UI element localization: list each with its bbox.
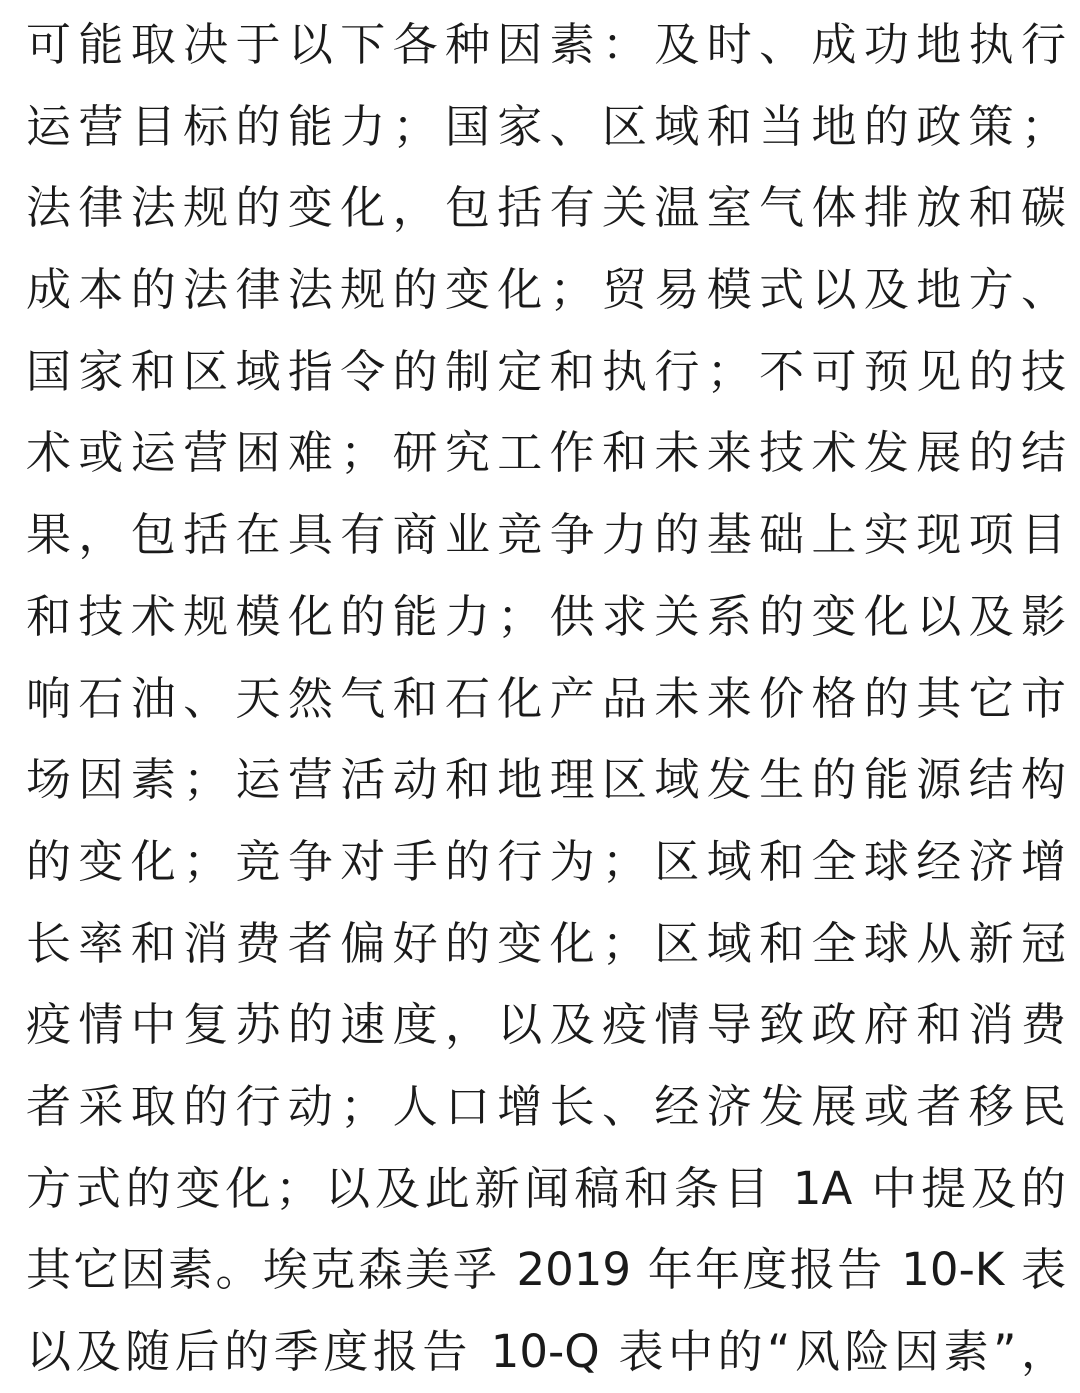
document-body <box>26 4 1066 1393</box>
text-line: 可能取决于以下各种因素：及时、成功地执行 <box>26 18 1066 71</box>
text-line: 和技术规模化的能力；供求关系的变化以及影 <box>26 589 1066 643</box>
text-line: 国家和区域指令的制定和执行；不可预见的技 <box>26 344 1066 398</box>
text-line: 成本的法律法规的变化；贸易模式以及地方、 <box>26 263 1066 317</box>
text-line: 术或运营困难；研究工作和未来技术发展的结 <box>26 426 1066 480</box>
text-line: 长率和消费者偏好的变化；区域和全球从新冠 <box>26 916 1066 970</box>
text-line: 响石油、天然气和石化产品未来价格的其它市 <box>26 671 1066 725</box>
text-line: 场因素；运营活动和地理区域发生的能源结构 <box>26 753 1066 807</box>
text-line: 方式的变化；以及此新闻稿和条目 1A 中提及的 <box>26 1161 1066 1215</box>
text-line: 者采取的行动；人口增长、经济发展或者移民 <box>26 1079 1066 1133</box>
text-line: 疫情中复苏的速度，以及疫情导致政府和消费 <box>26 998 1066 1052</box>
text-line: 果，包括在具有商业竞争力的基础上实现项目 <box>26 508 1066 562</box>
text-line: 以及随后的季度报告 10-Q 表中的“风险因素”， <box>26 1325 1066 1378</box>
text-line: 的变化；竞争对手的行为；区域和全球经济增 <box>26 834 1066 888</box>
text-line: 法律法规的变化，包括有关温室气体排放和碳 <box>26 181 1066 235</box>
text-line: 其它因素。埃克森美孚 2019 年年度报告 10-K 表 <box>26 1243 1066 1297</box>
text-line: 运营目标的能力；国家、区域和当地的政策； <box>26 99 1066 153</box>
